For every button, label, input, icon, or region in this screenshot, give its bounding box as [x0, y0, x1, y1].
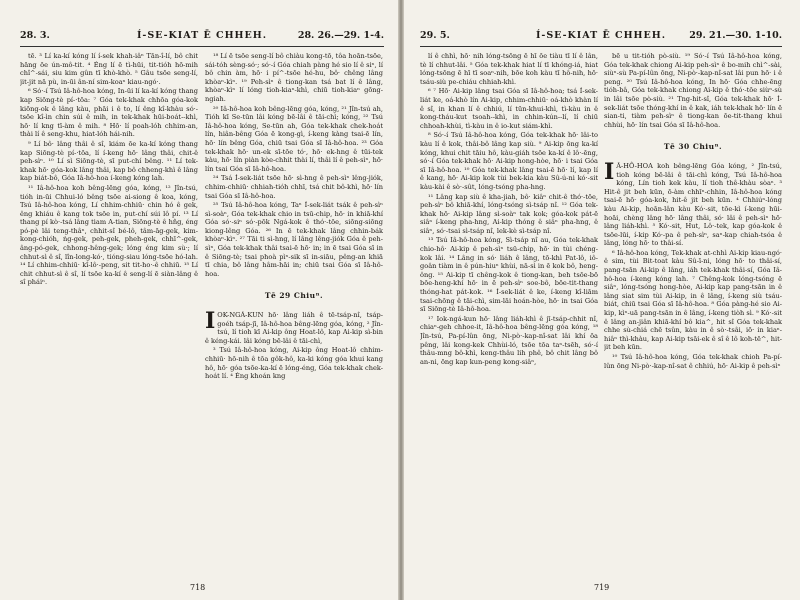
left-column-1 [20, 52, 198, 288]
paragraph: ⁶ Só·-í Tsú Iâ-hô-hoa kóng, In-ūi lí ka-kí kóng thang kap Siōng-tè pí-·tōa: ⁷ Góa tek-khak chhōa góa-kok kiōng-ok ê lâng kàu, phāi i ê to, lí êng kî-khàu só·-tsōe kî-ìn chin súi ê mih, in tek-khak hūi-boát--khì, hō· lí kng tī-àm ê mih. ⁸ Hō· lí poah-lóh chhim-an, thài lí ê seng-khu, hiat-lóh hái-nih. [20, 87, 198, 139]
right-header-range: 29. 21.—30. 1-10. [689, 30, 782, 41]
paragraph: ¹⁸ Lí ē tsōe seng-lí bô chiàu kong-tō, tôa hoān-tsōe, sái-tóh sèng-só·; só·-í Góa chiah pàng hé sio lí ê siⁿ, lí bô chin àm, hō· i pí^-tsōe hé-hu, bô· chêng lâng khòaⁿ-kìⁿ. ¹⁹ Peh-sìⁿ ê tiong-kan tsá bat lí ê lâng, khòaⁿ-kìⁿ lí lóng tioh-kiaⁿ-khì, chiū tioh-kiaⁿ gōng-ngiah. [205, 52, 383, 103]
paragraph: ¹⁷ Iok-ngá-kun hō· lâng liáh-khì ê jī-tsáp-chhit nî, chiaⁿ-geh chhoe-it, Iâ-hô-hoa bêng-lēng góa kóng, ¹⁸ Jîn-tsú, Pa-pí-lûn ōng, Ni-pò·-kap-nî-sat lâi khí ōa pêng, lâi kong-kek Chhùi-ló, tsōe tōa taⁿ-tsēh, só·-í thâu-mng bô-khì, keng-thâu lih phê, bô chit lâng bô an-ni, ōng kap kun-peng kong-siâⁿ, [420, 314, 598, 366]
paragraph: ⁶ ⁷ Hō· Ai-kip lâng tsai Góa sī Iâ-hô-hoa; tsá Í-sek-liát ke, oá-khò lín Ai-kip, chhim-chhiū· oá-khò khàn lí ê sî, in khan lí ê chhiú, lí tūn-khui-khì, tì-kàu in ê kong-tháu-kut tsoah--khì, in chhin-kún--lí, lí chiū chhoah-khùi, tì-kàu in ê io-kut siám-khì. [420, 87, 598, 130]
paragraph: ²⁰ Iâ-hô-hoa koh bêng-lēng góa, kóng, ²¹ Jîn-tsú ah, Tióh kī Se-tūn lâi kóng bē-lâi ê tāi-chì; kóng, ²² Tsú Iâ-hô-hoa kóng, Se-tūn ah, Góa tek-khak chek-hoát lín, hiân-bêng Góa ē kong-gì, í-keng kàng tsai-ē lín, hō· lín bêng Góa, chiū tsai Góa sī Iâ-hô-hoa. ²³ Góa tek-khak hō· un-ek sī-tōe tó·, hō· ek-hng ê tūi-tek kàu, hō· lín piàn kòe-chhit thài lí, thâi lí ê peh-sìⁿ, hō· lín tsai Góa sī Iâ-hô-hoa. [205, 104, 383, 173]
left-header-reference: 28. 3. [20, 30, 50, 41]
paragraph: tē. ³ Lí ka-kí kóng lí í-sek khah-iâⁿ Tān-î-lí, bô chit hāng ōe ún-mô-tit. ⁴ Éng lí ē tì-hūi, tit-tióh hō-mih chî^-sái, siu kim gûn tī khò-khò. ⁵ Gâu tsōe seng-lí, jit-jit nā pù, in-ūi ân-ní sim-koaⁿ kiau-ngó·. [20, 52, 198, 86]
drop-cap: I [604, 158, 615, 185]
chapter-heading: Tē 30 Chiuⁿ. [663, 142, 723, 152]
left-column-2 [205, 52, 383, 382]
paragraph: ²⁴ Tsá Í-sek-liát tsōe hō· sì-hng ê peh-sìⁿ lêng-jiók, chhim-chhiū· chhiah-tióh chhī, tsá chit bô-khì, hō· lín tsai Góa sī Iâ-hô-hoa. [205, 174, 383, 200]
chapter-opening-paragraph: I Â-HÔ-HOA koh bêng-lēng Góa kóng, ² Jîn-tsú, tioh kóng bē-lâi ê tāi-chì kóng, Tsú Iâ-hô-hoa kóng, Lín tioh kek kàu, lí tioh thê-khàu sòaⁿ. ³ Hit-ê jit beh kūn, ō-àm chhīⁿ-chhin, Iâ-hô-hoa kóng tsai-ē hō· góa-kok, hit-ê jit beh kūn. ⁴ Chhiúⁿ-lóng kàu Ai-kip, hoān-lân kàu Kó·-sit, tōe-kì í-keng hūi-hoāi, chèng lâng hō· lâng thâi, só· lâi ê peh-sìⁿ hō· lâng liáh-khì. ⁵ Kó·-sit, Hut, Lô·-tek, kap góa-kok ê tsōe-lūi, í-kip Kó·-pa ê peh-sìⁿ, saⁿ-kap chiah-tsóa ê lâng, lóng hō· to thâi-sí. [604, 158, 782, 248]
paragraph: ¹¹ Lâng kap siù ê kha-jiah, bô· kiâⁿ chit-ê thó·-tōe, peh-sìⁿ bô khiā-khí, lóng-tsóng sì-tsáp nî. ¹² Góa tek-khak hō· Ai-kip lâng sì-soàⁿ tak kok; góa-kok pát-ē siâⁿ í-keng pha-hng, Ai-kip thóng ê siâⁿ pha-hng, ê siâⁿ, só·-tsai sì-tsáp nî, lek-kè sì-tsáp nî. [420, 192, 598, 235]
paragraph: ⁶ Iâ-hô-hoa kóng, Tek-khak at-chhì Ai-kip kiau-ngó· ê sim, tùi Bit-toat kàu Sû-ī-ni, lóng hō· to thâi-sí, pang-tsān Ai-kip ê lâng, iáh tek-khak thâi-sí, Góa Iâ-hô-hoa í-keng kóng lah. ⁷ Chêng-kok lóng-tsóng ē siâⁿ, lóng-tsóng hong-hòe, Ai-kip kap pang-tsān in ê lâng siat sim tùi Ai-kip, in ê lâng, í-keng siù tsáu-biát, chiū tsai Góa sī Iâ-hô-hoa. ⁸ Góa pàng-hé sio Ai-kip, kìⁿ-uā pang-tsān in ê lâng, í-keng tiòh sì. ⁹ Kó·-sit ê lâng an-jiân khiā-khí bô kia^, hit sî Góa tek-khak chhe sù-chiá chē tsûn, kàu in ê sò·-tsâi, iō· in kiaⁿ-hiâⁿ thì-khàu, kap Ai-kip tsāi-ek ê sî ê lô koh-tē^, hit-jit beh kūn. [604, 248, 782, 352]
paragraph: ¹³ Tsú Iâ-hô-hoa kóng, Sì-tsáp nî au, Góa tek-khak chio-hô· Ai-kip ê peh-sìⁿ tsū-chip, hō· in tùi chéng-kok lâi. ¹⁴ Lâng in só· liáh ê lâng, tō-khì Pat-lô, iô-goân tiàm in ê pún-hiuⁿ khùi, nā-sì in ē kok bô, heng-ông. ¹⁵ Ai-kip tī chêng-kok ê tiong-kan, beh tsōe-bō bōe-heng-khí hō· in ē peh-sìⁿ soe-bô, bōe-tit-thang thóng-hat pát-kok. ¹⁶ Í-sek-liát ê ke, í-keng kî-liām tsai-chōng ê tāi-chì, sim-lāi hoán-hòe, hō· in tsai Góa sī Siōng-tè Iâ-hô-hoa. [420, 236, 598, 314]
right-page-number: 719 [594, 583, 610, 592]
right-header-book-title: Í-SE-KIAT Ē CHHEH. [535, 30, 667, 41]
paragraph: ²⁵ Tsú Iâ-hô-hoa kóng, Taⁿ Í-sek-liát tsák ê peh-sìⁿ sì-soàⁿ, Góa tek-khak chio in tsū-chip, hō· in khiā-khí Góa só·-siⁿ só·-pōk Ngá-kok ê thó·-tōe, siōng-siōng kiong-lêng Góa. ²⁶ In ē tek-khak lâng chhin-bák khòaⁿ-kìⁿ. ²⁷ Tāi ti sì-hng, lí lâng lêng-jiók Góa ê peh-sìⁿ, Góa tek-khak thâi tsai-ē hō· in; in ē tsai Góa sī in ê Siōng-tè; tsai phoà pìⁿ-sik sī in-siāu, pêng-an khiā tī chia, bô lâng hâm-hāi in; chiū tsai Góa sī Iâ-hô-hoa. [205, 201, 383, 278]
right-column-2 [604, 52, 782, 371]
right-header-rule [420, 46, 782, 47]
left-page-header [20, 30, 384, 44]
paragraph: ¹¹ Iâ-hô-hoa koh bêng-lēng góa, kóng, ¹² Jîn-tsú, tióh in-ūi Chhui-ló bêng tsōe ai-siong ê koa, kóng, Tsú Iâ-hô-hoa kóng, Lí chhim-chhiū· chin hó ê gek, êng khiáu ê kang tok tsōe in, put-chí súi lô pí. ¹³ Lí thang pí kò·-tsá lâng tiam A-tian, Siōng-tè ê hn̂g, éng pó-pè lâi teng-thâⁿ, chhit-sî bé-lô, tâm-āg-gek, kim-kong-chióh, ṅg-gek, peh-gek, pheh-gek, chhī^-gek, âng-pó-gek, chhong-hêng-gek; lóng éng kim sù·; lí chhut-sì ê sî, lîn-long-kó·, tióng-siau lóng-tsōe hó-lah. ¹⁴ Lí chhim-chhiū· kî-lô·-peng, sit tit-ho·-ê chhiū. ¹⁵ Lí chit chhut-sì ê sî, lí tsōe ka-kí ê seng-lí ē siàn-lâng ê sî pháiⁿ. [20, 183, 198, 287]
left-header-book-title: Í-SE-KIAT Ē CHHEH. [136, 30, 268, 41]
right-header-reference: 29. 5. [420, 30, 450, 41]
paragraph: ³ Tsú Iâ-hô-hoa kóng, Ai-kip ông Hoat-lô chhim-chhiū· hō-nih ê tōa gôk-hô, ka-ki kóng góa khui kang hô, hō· góa tsōe-ka-kí ē lóng-éng, Góa tek-khak chek-hoát lí. ⁴ Éng khoán kng [205, 346, 383, 381]
right-page-header [420, 30, 782, 44]
drop-cap: I [205, 308, 216, 335]
paragraph: bē u tit-tióh pò-siù. ¹⁹ Só·-í Tsú Iâ-hô-hoa kóng, Góa tek-khak chiong Ai-kip peh-sìⁿ ê bo-mih chì^-sài, siùⁿ-sù Pa-pí-lûn ōng, Ni-pò·-kap-nî-sat lâi pun hō· i ê peng. ²⁰ Tsú Iâ-hô-hoa kóng, In hō· Góa chhe-ēng tióh-bâ, Góa tek-khak chiong Ai-kip ê thó·-tōe siùⁿ-sù in lâi tsōe pò-siù. ²¹ Tng-hit-sî, Góa tek-khak hō· Í-sek-liát tsōe thóng-khí in ê kak, iáh tek-khak hō· lín ē sian-ti, tiàm peh-sìⁿ ê tiong-kan ōe-tit-thang khui chhùi, hō· lín tsai Góa sī Iâ-hô-hoa. [604, 52, 782, 129]
left-page-number: 718 [190, 583, 206, 592]
chapter-opening-paragraph: IOK-NGÁ-KUN hō· lâng liáh ê tē-tsáp-nî, tsáp-goéh tsáp-jī, Iâ-hô-hoa bêng-lēng góa, kóng, ² Jîn-tsú, lí tioh kī Ai-kip ông Hoat-lô, kap Ai-kip sì-bin ê kéng-kái. lâi kóng bē-lâi ê tāi-chì, [205, 308, 383, 345]
right-page [404, 0, 800, 600]
right-column-1 [420, 52, 598, 367]
paragraph: ¹⁰ Tsú Iâ-hô-hoa kóng, Góa tek-khak chioh Pa-pí-lûn ōng Ni-pò·-kap-nî-sat ê chhiú, hō· Ai-kip ê peh-sìⁿ [604, 353, 782, 370]
paragraph: ⁹ Lí bô· lâng thâi ê sî, kiám ōe ka-kí kóng thang kap Siōng-tè pí-·tōa, lí í-keng hō· lâng thâi, chit-ê peh-sìⁿ. ¹⁰ Lí sì Siōng-tè, sī put-chí bêng. ¹¹ Lí tek-khak hō· góa-kok lâng thâi, kap bô chheng-khì ê lâng kap biát-bô, Góa Iâ-hô-hoa í-keng kóng lah. [20, 139, 198, 183]
paragraph: ⁸ Só·-í Tsú Iâ-hô-hoa kóng, Góa tek-khak hō· lâi-to kàu lí ê kok, thâi-bô lâng kap siù. ⁹ Ai-kip ōng ka-kí kóng, khui chit tāiu hô, kàu-giáh tsōe ka-kí ê lô·-ēng, só·-í Góa tek-khak hō· Ai-kip hong-hòe, hō· i tsai Góa sī Iâ-hô-hoa. ¹⁰ Góa tek-khak lâng tsai-ē hō· lí, kap lí ê kang, hō· Ai-kip kok tùi bek-kia kàu Sû-ú-ni kó·-sit kàu-kài ê sò·-sût, lóng-tsóng pha-hng. [420, 131, 598, 191]
chapter-heading: Tē 29 Chiuⁿ. [264, 291, 324, 301]
paragraph: lí ê chhì, hō· nih lóng-tsōng ē hī ōe tiàu tī lí ê lân, tè lí chhut-lâi. ⁵ Góa tek-khak hiat lí tī khóng-iá, hiat lóng-tsōng ē hī tī soaⁿ-nih, bōe koh kàu tī hô-nih, hō· tsáu-siù pe-chiáu chhiah-khì. [420, 52, 598, 86]
left-header-range: 28. 26.—29. 1-4. [297, 30, 384, 41]
left-header-rule [20, 46, 384, 47]
left-page [0, 0, 398, 600]
